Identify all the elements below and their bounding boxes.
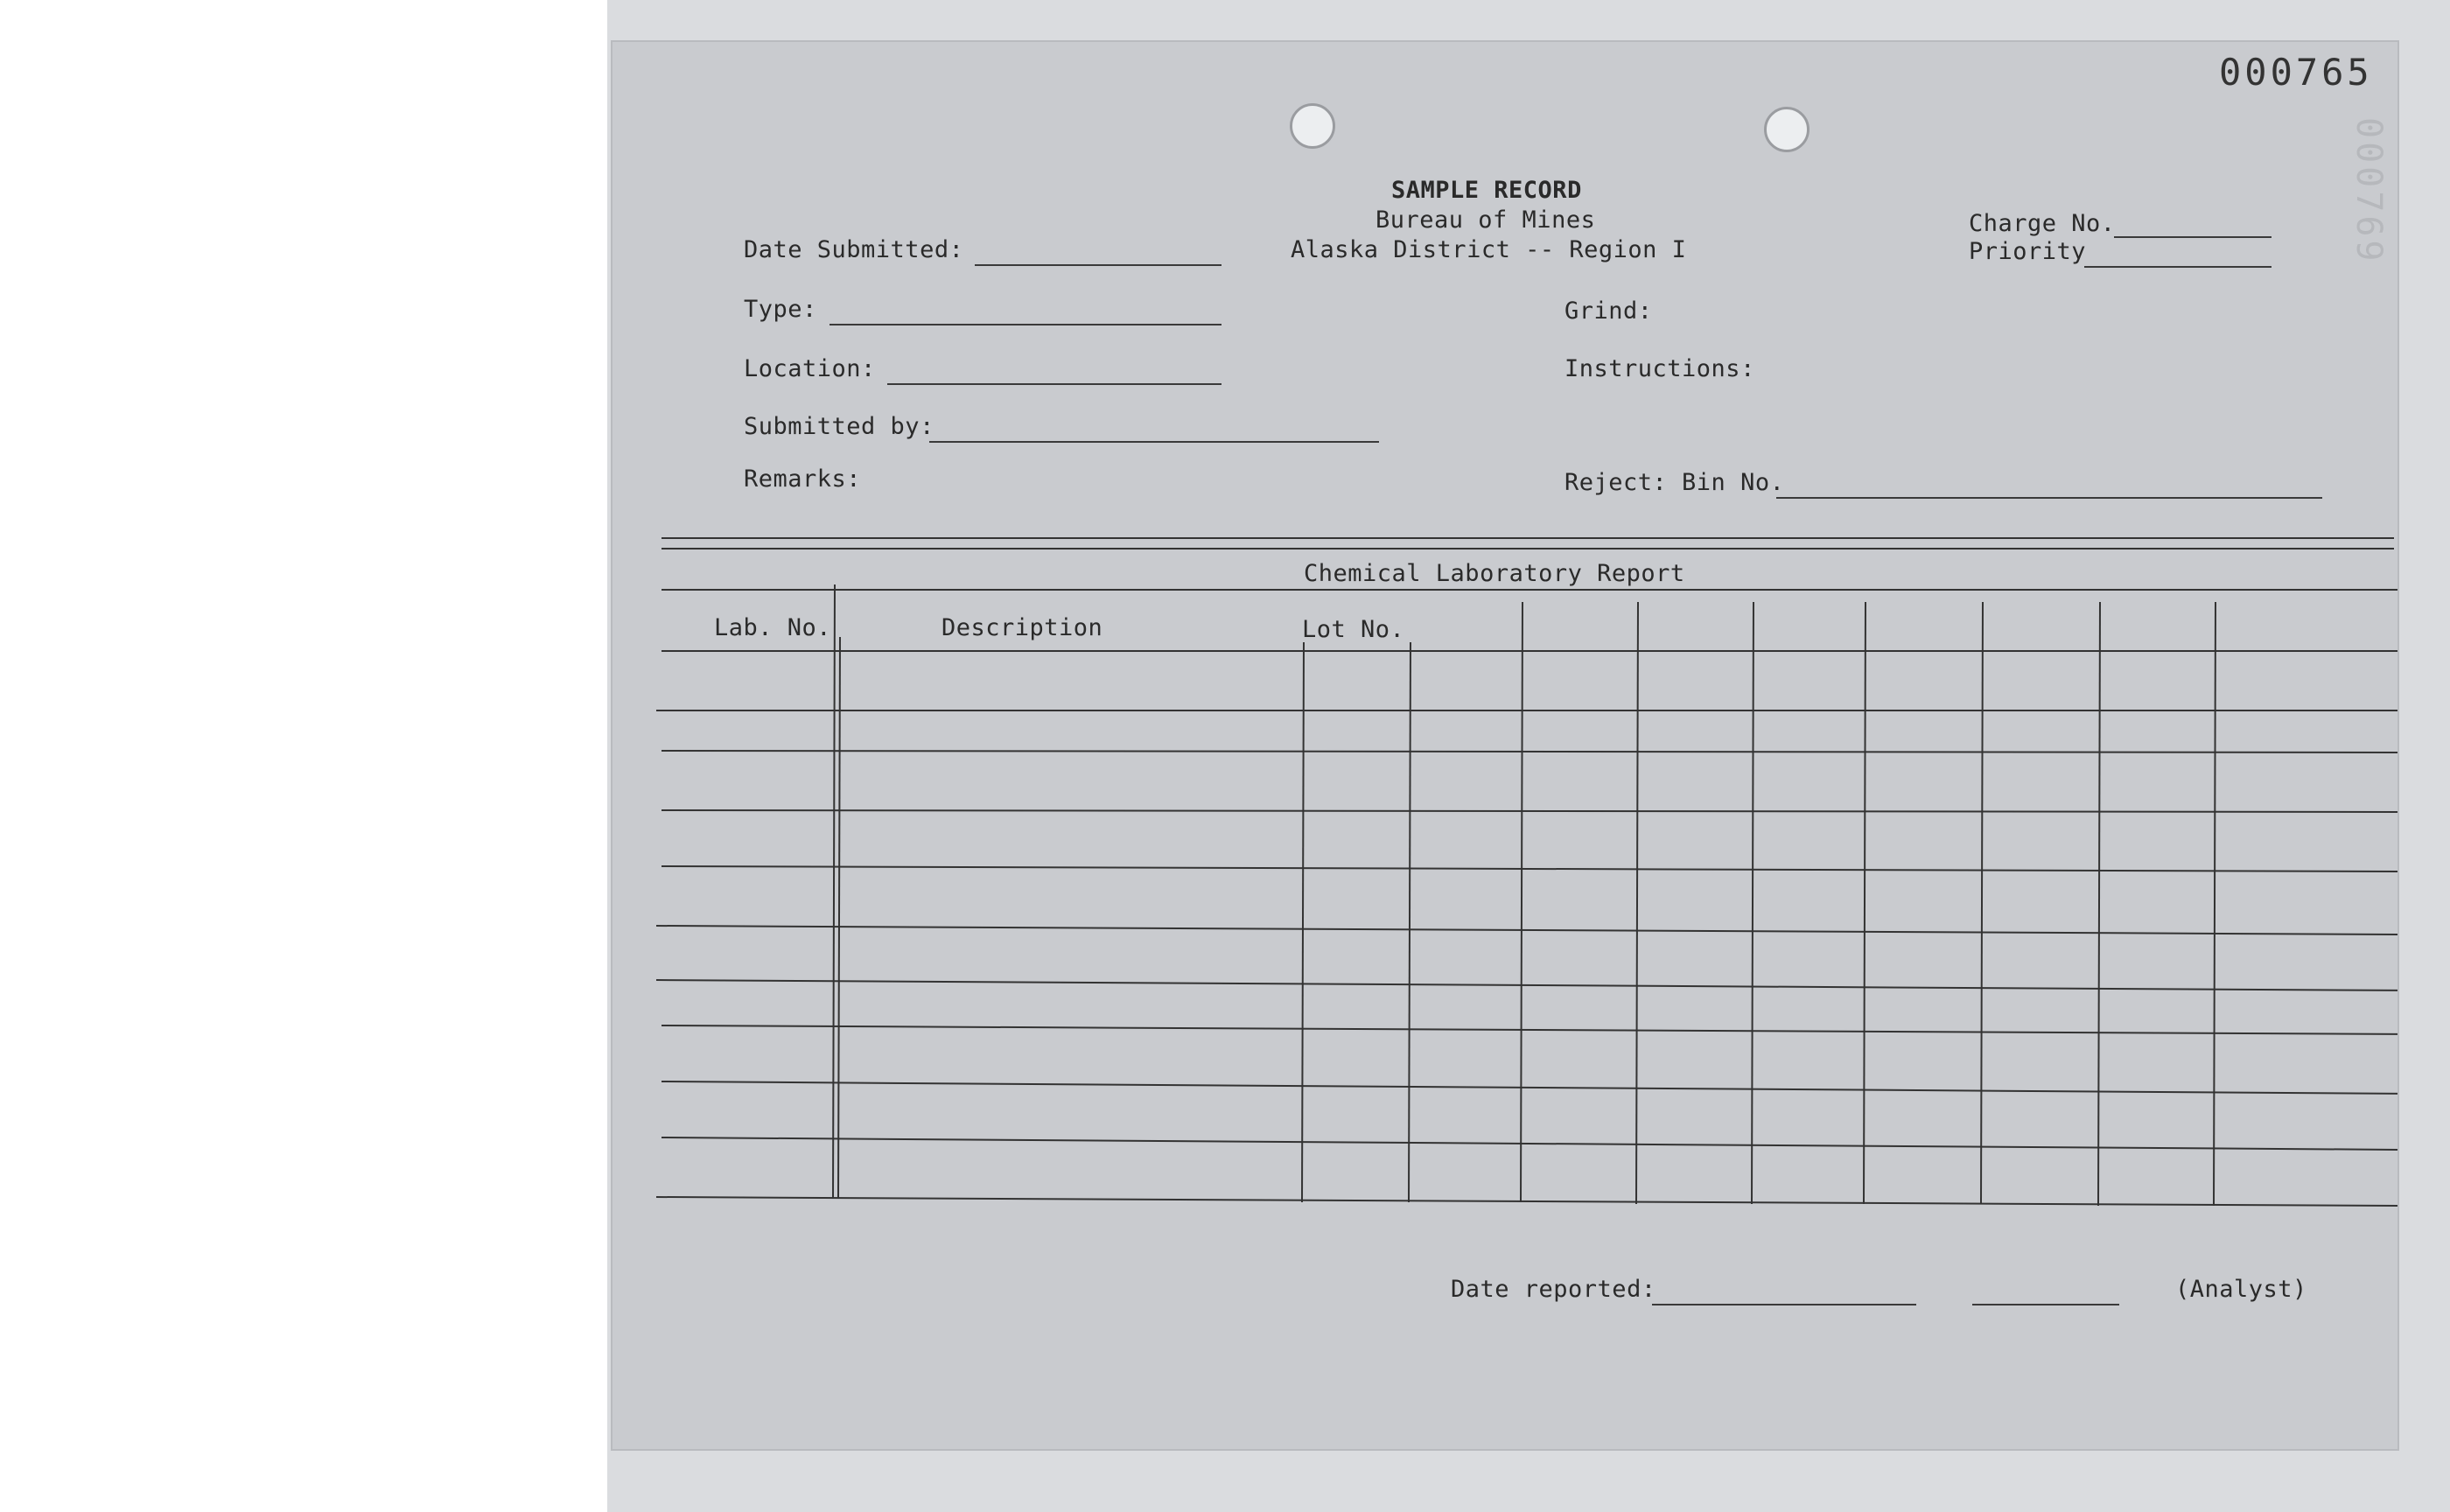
table-row-line [662, 1082, 2398, 1094]
priority-label: Priority [1969, 238, 2087, 265]
table-row-line [662, 866, 2398, 872]
column-header-description: Description [942, 614, 1103, 641]
date-reported-field[interactable] [1652, 1304, 1916, 1306]
agency-name: Bureau of Mines [1376, 206, 1596, 234]
table-row-line [662, 751, 2398, 752]
column-divider [1636, 602, 1638, 1204]
table-row-line [656, 980, 2398, 990]
form-title: SAMPLE RECORD [1391, 177, 1582, 204]
column-divider-lab-no [833, 584, 835, 1199]
location-label: Location: [744, 355, 876, 382]
submitted-by-label: Submitted by: [744, 413, 934, 440]
grind-label: Grind: [1564, 298, 1653, 325]
instructions-label: Instructions: [1564, 355, 1755, 382]
analyst-label: (Analyst) [2175, 1276, 2307, 1303]
column-divider [2214, 602, 2216, 1206]
column-divider-description [1302, 642, 1304, 1202]
date-reported-label: Date reported: [1451, 1276, 1656, 1303]
column-divider [1981, 602, 1983, 1204]
column-header-lab-no: Lab. No. [714, 614, 832, 641]
date-submitted-label: Date Submitted: [744, 236, 964, 263]
remarks-label: Remarks: [744, 466, 862, 493]
report-heading: Chemical Laboratory Report [1304, 560, 1685, 587]
table-row-line [662, 810, 2398, 812]
sample-record-card [612, 42, 2398, 1449]
column-divider-lab-no-double [838, 637, 840, 1199]
charge-no-label: Charge No. [1969, 210, 2116, 237]
table-row-line [656, 926, 2398, 934]
district-name: Alaska District -- Region I [1291, 236, 1687, 263]
table-row-line [662, 1026, 2398, 1034]
table-border-bottom [656, 1197, 2398, 1206]
column-header-lot-no: Lot No. [1302, 616, 1405, 643]
reject-bin-label: Reject: Bin No. [1564, 469, 1785, 496]
column-divider [1864, 602, 1866, 1204]
report-grid [612, 42, 2398, 1449]
table-row-line [662, 1138, 2398, 1150]
column-divider [1752, 602, 1754, 1204]
column-divider [2098, 602, 2100, 1206]
type-label: Type: [744, 296, 817, 323]
ghost-stamp-number: 000769 [2348, 117, 2389, 265]
column-divider-lot [1409, 642, 1410, 1202]
column-divider [1521, 602, 1522, 1202]
analyst-signature-field[interactable] [1972, 1304, 2119, 1306]
stamp-number: 000765 [2219, 51, 2373, 94]
